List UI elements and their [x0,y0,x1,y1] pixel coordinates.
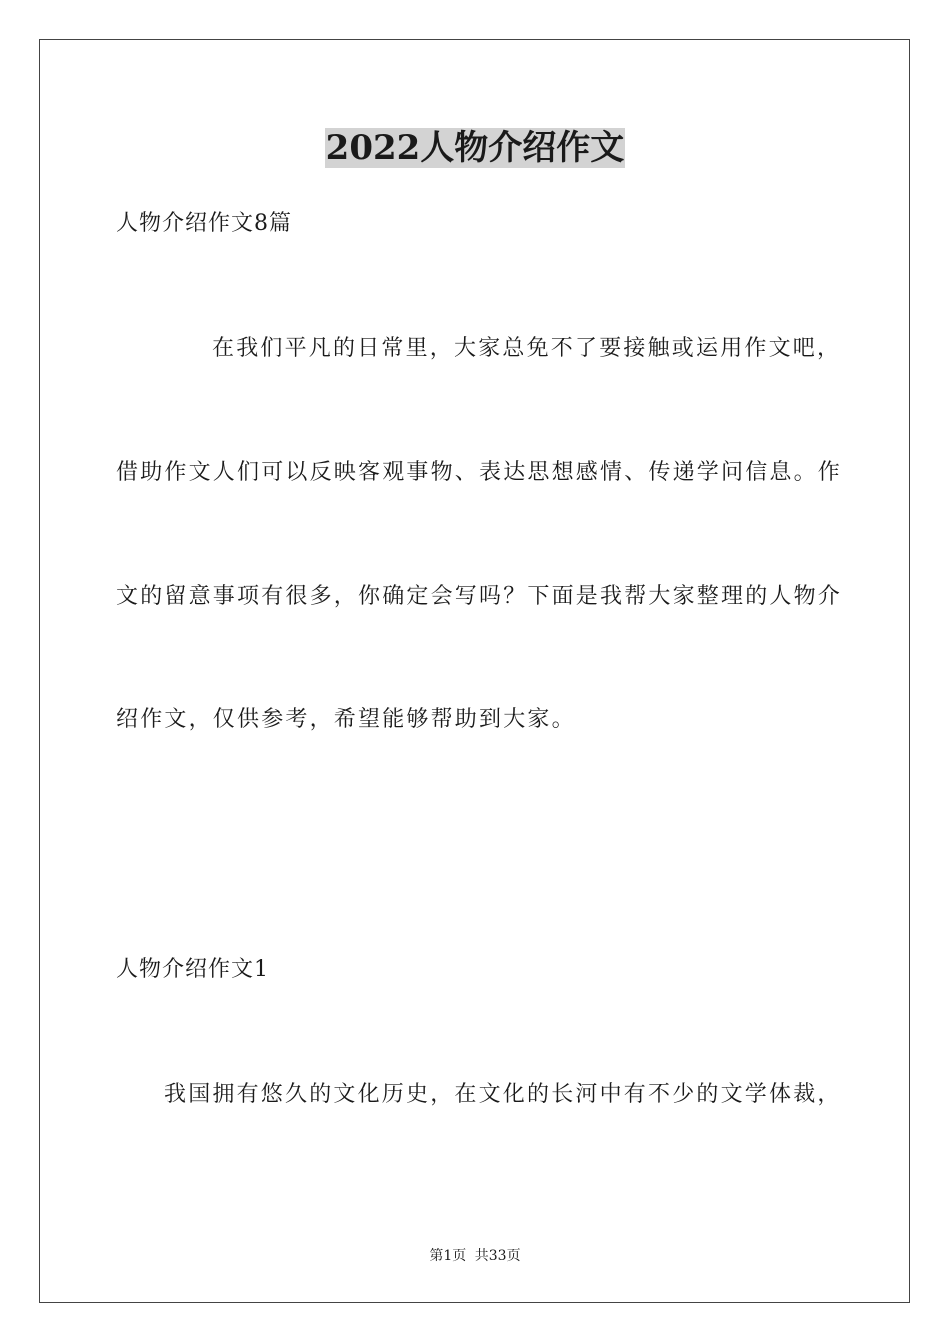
intro-paragraph-line-3: 文的留意事项有很多，你确定会写吗？下面是我帮大家整理的人物介 [116,584,843,609]
intro-paragraph-line-1: 在我们平凡的日常里，大家总免不了要接触或运用作文吧， [212,336,842,361]
intro-paragraph-line-4: 绍作文，仅供参考，希望能够帮助到大家。 [116,707,576,732]
document-subtitle: 人物介绍作文8篇 [116,211,292,236]
section-heading: 人物介绍作文1 [116,957,269,982]
page-number: 第1页 [429,1248,467,1264]
page-total: 共33页 [474,1248,521,1264]
document-title [0,126,950,170]
document-title-text: 2022人物介绍作文 [325,128,625,168]
page-footer [0,1246,950,1266]
section-paragraph-line-1: 我国拥有悠久的文化历史，在文化的长河中有不少的文学体裁， [164,1082,842,1107]
intro-paragraph-line-2: 借助作文人们可以反映客观事物、表达思想感情、传递学问信息。作 [116,460,843,485]
